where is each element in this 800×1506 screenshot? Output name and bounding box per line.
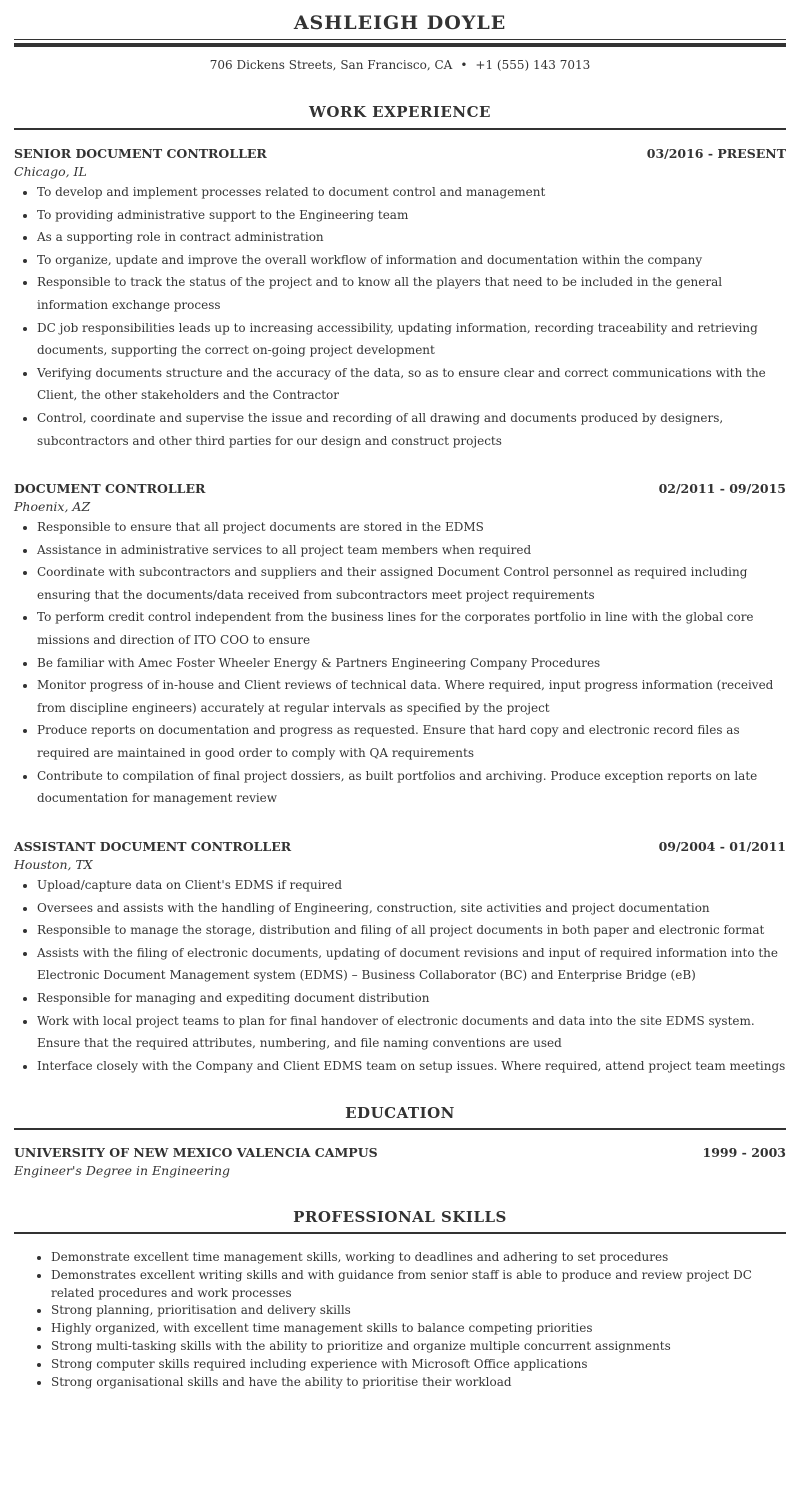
- header-rule-thick: [14, 43, 786, 47]
- duty-item: • DC job responsibilities leads up to increasing accessibility, updating information, recording traceability and retrieving documents, supporting the correct on-going project development: [37, 317, 786, 362]
- job-duties-list: [14, 516, 786, 810]
- job-duties-list: [14, 181, 786, 452]
- duty-item: • Be familiar with Amec Foster Wheeler Energy & Partners Engineering Company Procedures: [37, 652, 786, 675]
- education-rule: [14, 1128, 786, 1130]
- duty-item: • Upload/capture data on Client's EDMS if required: [37, 874, 786, 897]
- skill-item: • Strong planning, prioritisation and delivery skills: [51, 1302, 786, 1320]
- duty-item: • Verifying documents structure and the accuracy of the data, so as to ensure clear and correct communications with the Client, the other stakeholders and the Contractor: [37, 362, 786, 407]
- skill-item: • Strong multi-tasking skills with the ability to prioritize and organize multiple concurrent assignments: [51, 1338, 786, 1356]
- duty-item: • Contribute to compilation of final project dossiers, as built portfolios and archiving. Produce exception reports on late documentation for management review: [37, 765, 786, 810]
- duty-item: • Coordinate with subcontractors and suppliers and their assigned Document Control personnel as required including ensuring that the documents/data received from subcontractors meet project requirements: [37, 561, 786, 606]
- job-duties-list: [14, 874, 786, 1077]
- job-title: DOCUMENT CONTROLLER: [14, 481, 206, 496]
- skill-item: • Demonstrate excellent time management skills, working to deadlines and adhering to set procedures: [51, 1249, 786, 1267]
- duty-item: • Work with local project teams to plan for final handover of electronic documents and data into the site EDMS system. Ensure that the required attributes, numbering, and file naming conventions are used: [37, 1010, 786, 1055]
- job-dates: 09/2004 - 01/2011: [658, 839, 786, 854]
- skill-item: • Strong organisational skills and have the ability to prioritise their workload: [51, 1374, 786, 1392]
- duty-item: • Control, coordinate and supervise the issue and recording of all drawing and documents produced by designers, subcontractors and other third parties for our design and construct projects: [37, 407, 786, 452]
- work-experience-heading: WORK EXPERIENCE: [309, 103, 491, 121]
- job-entry: [14, 838, 786, 1077]
- job-header: [14, 145, 786, 163]
- school-name: UNIVERSITY OF NEW MEXICO VALENCIA CAMPUS: [14, 1145, 378, 1160]
- job-dates: 02/2011 - 09/2015: [658, 481, 786, 496]
- duty-item: • To organize, update and improve the overall workflow of information and documentation within the company: [37, 249, 786, 272]
- duty-item: • Responsible for managing and expediting document distribution: [37, 987, 786, 1010]
- education-entry: [14, 1144, 786, 1180]
- job-title: ASSISTANT DOCUMENT CONTROLLER: [14, 839, 292, 854]
- duty-item: • Assistance in administrative services to all project team members when required: [37, 539, 786, 562]
- duty-item: • Assists with the filing of electronic documents, updating of document revisions and input of required information into the Electronic Document Management system (EDMS) – Business Collaborator (BC) and Enterprise Bridge (eB): [37, 942, 786, 987]
- job-header: [14, 480, 786, 498]
- duty-item: • To develop and implement processes related to document control and management: [37, 181, 786, 204]
- contact-phone: +1 (555) 143 7013: [475, 58, 591, 72]
- duty-item: • Responsible to manage the storage, distribution and filing of all project documents in both paper and electronic format: [37, 919, 786, 942]
- work-experience-rule: [14, 128, 786, 130]
- skill-item: • Highly organized, with excellent time management skills to balance competing priorities: [51, 1320, 786, 1338]
- contact-address: 706 Dickens Streets, San Francisco, CA: [209, 58, 453, 72]
- duty-item: • To perform credit control independent from the business lines for the corporates portfolio in line with the global core missions and direction of ITO COO to ensure: [37, 606, 786, 651]
- duty-item: • Responsible to track the status of the project and to know all the players that need to be included in the general information exchange process: [37, 271, 786, 316]
- job-entry: [14, 480, 786, 810]
- skills-heading: PROFESSIONAL SKILLS: [293, 1208, 507, 1226]
- job-location: Phoenix, AZ: [14, 499, 91, 514]
- duty-item: • To providing administrative support to the Engineering team: [37, 204, 786, 227]
- contact-separator: •: [460, 58, 468, 72]
- job-title: SENIOR DOCUMENT CONTROLLER: [14, 146, 267, 161]
- education-header: [14, 1144, 786, 1162]
- duty-item: • Monitor progress of in-house and Client reviews of technical data. Where required, input progress information (received from discipline engineers) accurately at regular intervals as specified by the project: [37, 674, 786, 719]
- degree: Engineer's Degree in Engineering: [14, 1163, 231, 1178]
- job-dates: 03/2016 - PRESENT: [646, 146, 786, 161]
- duty-item: • Interface closely with the Company and Client EDMS team on setup issues. Where required, attend project team meetings: [37, 1055, 786, 1078]
- job-entry: [14, 145, 786, 452]
- skill-item: • Strong computer skills required including experience with Microsoft Office applications: [51, 1356, 786, 1374]
- duty-item: • Oversees and assists with the handling of Engineering, construction, site activities and project documentation: [37, 897, 786, 920]
- duty-item: • Responsible to ensure that all project documents are stored in the EDMS: [37, 516, 786, 539]
- education-heading: EDUCATION: [345, 1104, 455, 1122]
- duty-item: • Produce reports on documentation and progress as requested. Ensure that hard copy and electronic record files as required are maintained in good order to comply with QA requirements: [37, 719, 786, 764]
- skills-list: [14, 1249, 786, 1391]
- candidate-name: ASHLEIGH DOYLE: [293, 12, 507, 34]
- skill-item: • Demonstrates excellent writing skills and with guidance from senior staff is able to produce and review project DC related procedures and work processes: [51, 1267, 786, 1303]
- contact-line: [0, 56, 800, 74]
- duty-item: • As a supporting role in contract administration: [37, 226, 786, 249]
- job-location: Houston, TX: [14, 857, 93, 872]
- education-years: 1999 - 2003: [702, 1145, 786, 1160]
- job-header: [14, 838, 786, 856]
- job-location: Chicago, IL: [14, 164, 87, 179]
- skills-rule: [14, 1232, 786, 1234]
- header-rule-thin: [14, 39, 786, 40]
- skills-block: [14, 1249, 786, 1391]
